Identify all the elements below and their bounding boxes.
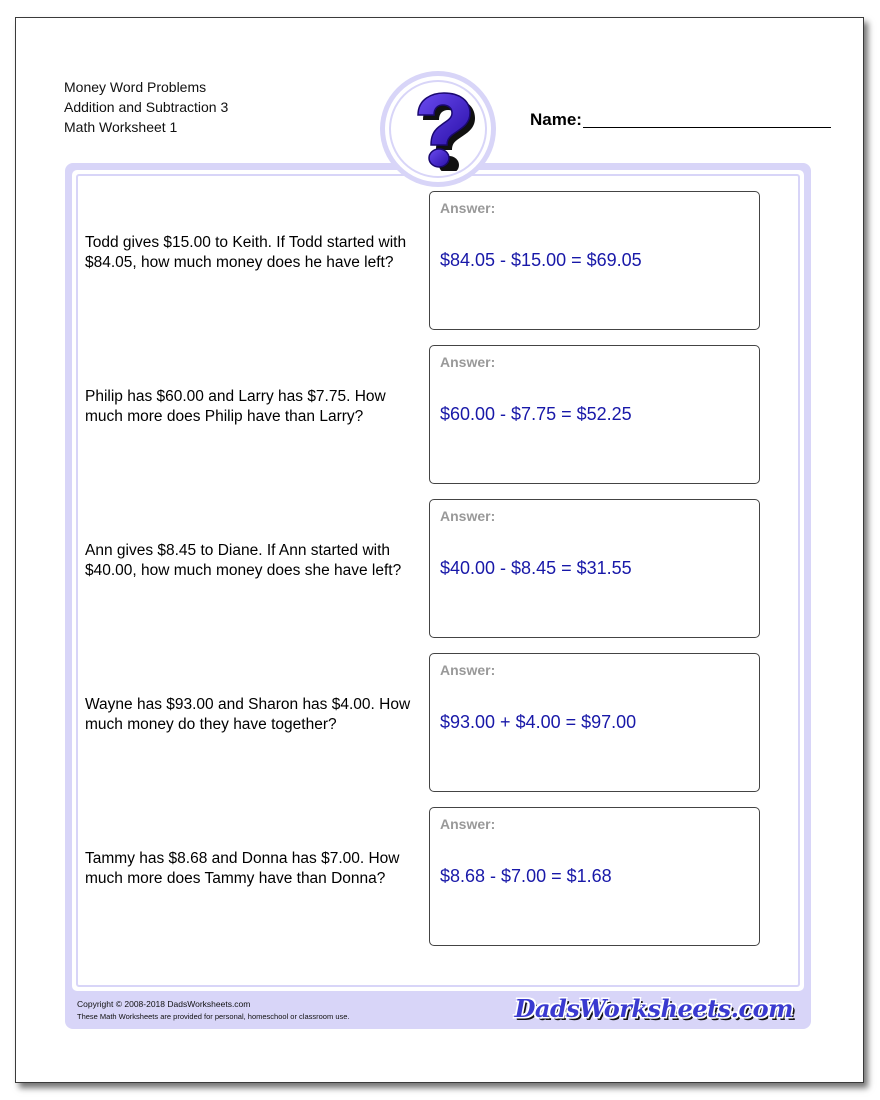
problem-2-question: Philip has $60.00 and Larry has $7.75. How much more does Philip have than Larry? — [85, 388, 386, 425]
answer-label: Answer: — [440, 662, 496, 678]
question-badge — [380, 71, 496, 187]
worksheet-subtitle: Addition and Subtraction 3 — [64, 99, 229, 115]
answer-label: Answer: — [440, 816, 496, 832]
problem-5-question: Tammy has $8.68 and Donna has $7.00. How much more does Tammy have than Donna? — [85, 850, 400, 887]
answer-label: Answer: — [440, 200, 496, 216]
worksheet-number: Math Worksheet 1 — [64, 119, 178, 135]
question-mark-icon — [400, 89, 476, 171]
answer-label: Answer: — [440, 508, 496, 524]
answer-box-4 — [429, 653, 760, 792]
problem-4-question: Wayne has $93.00 and Sharon has $4.00. How much money do they have together? — [85, 696, 411, 733]
answer-5-value: $8.68 - $7.00 = $1.68 — [440, 866, 612, 886]
answer-2-value: $60.00 - $7.75 = $52.25 — [440, 404, 632, 424]
answer-label: Answer: — [440, 354, 496, 370]
name-field — [530, 110, 832, 130]
worksheet-header — [64, 77, 228, 137]
problem-1-question: Todd gives $15.00 to Keith. If Todd started with $84.05, how much money does he have left? — [85, 234, 407, 271]
worksheet-footer — [65, 992, 811, 1029]
answer-box-2 — [429, 345, 760, 484]
answer-box-5 — [429, 807, 760, 946]
name-label: Name: — [530, 110, 582, 129]
answer-1-value: $84.05 - $15.00 = $69.05 — [440, 250, 642, 270]
dadsworksheets-logo: DadsWorksheets.com — [514, 994, 793, 1023]
problem-3-question: Ann gives $8.45 to Diane. If Ann started with $40.00, how much money does she have left? — [85, 542, 402, 579]
answer-box-3 — [429, 499, 760, 638]
copyright-text: Copyright © 2008-2018 DadsWorksheets.com — [77, 999, 251, 1009]
worksheet-title: Money Word Problems — [64, 79, 207, 95]
name-blank-line — [583, 127, 831, 128]
answer-3-value: $40.00 - $8.45 = $31.55 — [440, 558, 632, 578]
answer-box-1 — [429, 191, 760, 330]
answer-4-value: $93.00 + $4.00 = $97.00 — [440, 712, 637, 732]
disclaimer-text: These Math Worksheets are provided for personal, homeschool or classroom use. — [77, 1012, 350, 1021]
